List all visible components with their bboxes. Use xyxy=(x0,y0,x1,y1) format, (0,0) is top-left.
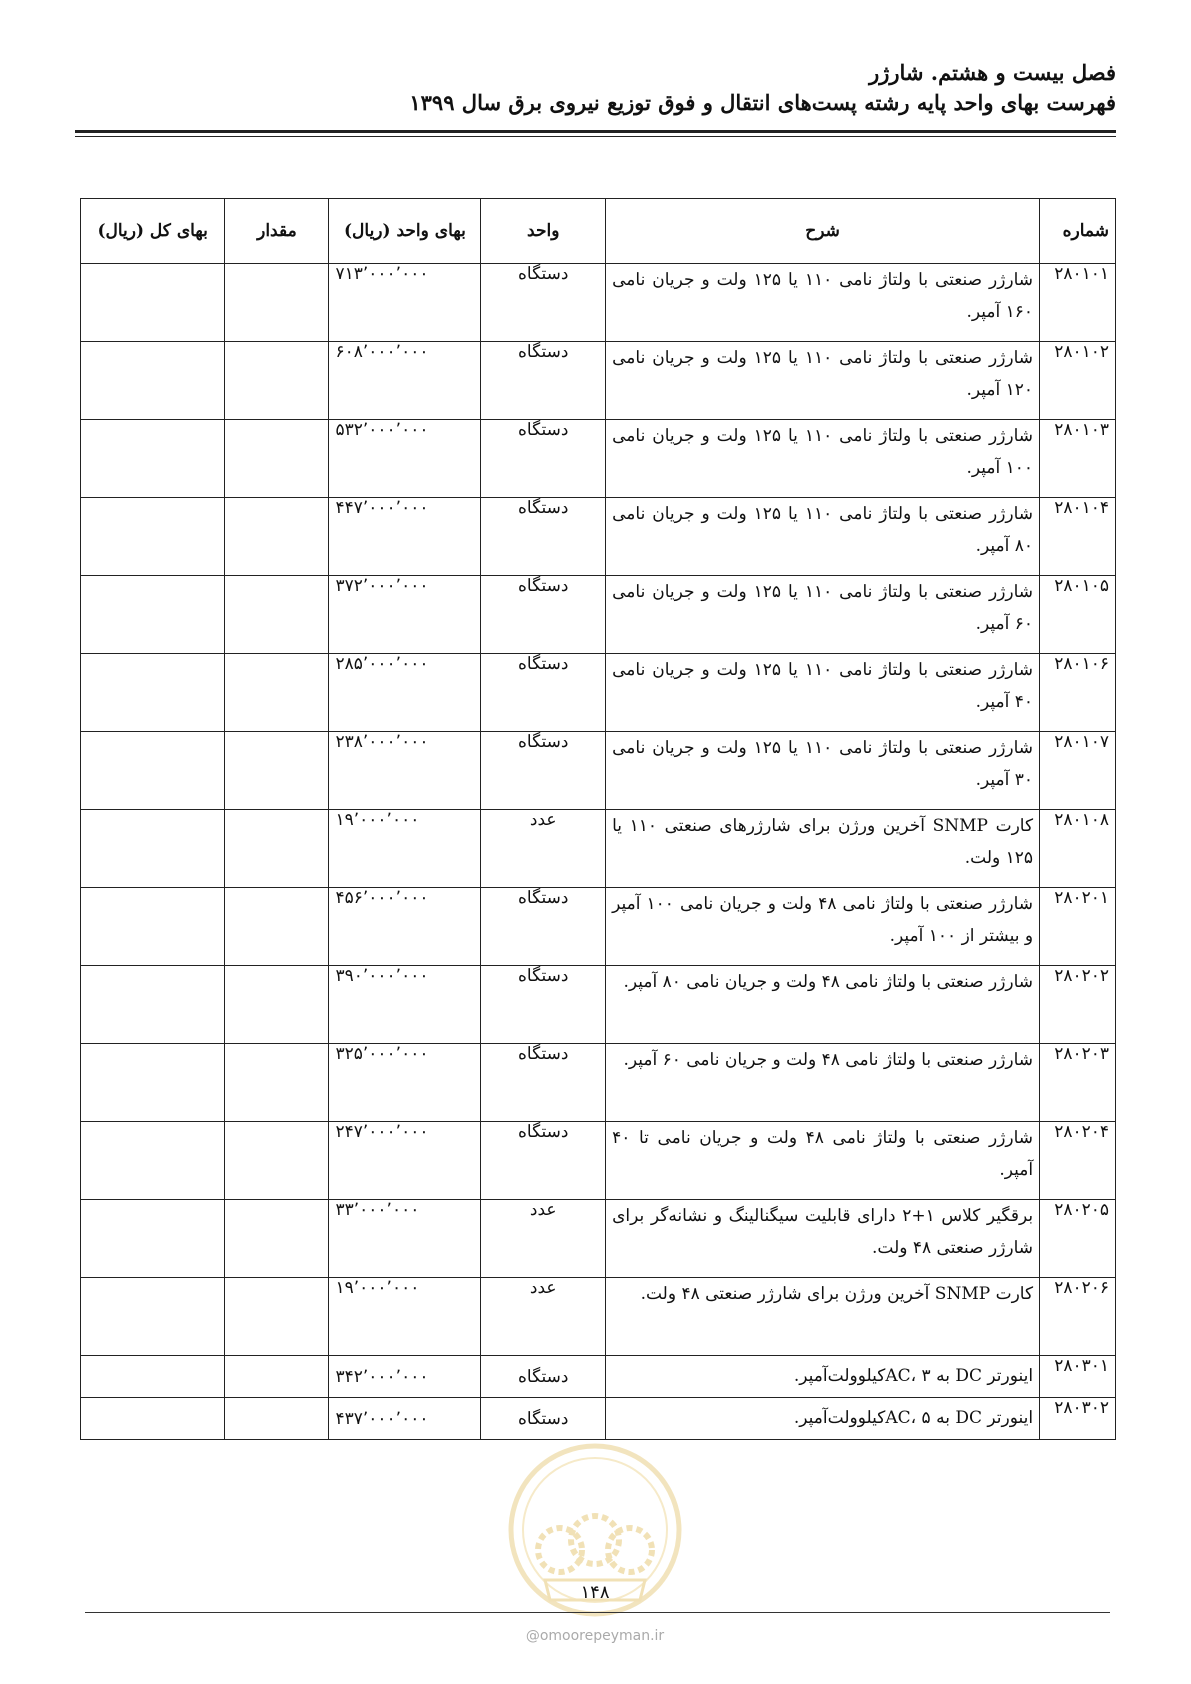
cell-description: شارژر صنعتی با ولتاژ نامی ۱۱۰ یا ۱۲۵ ولت و جریان نامی ۱۲۰ آمپر. xyxy=(606,342,1040,420)
cell-unit: دستگاه xyxy=(481,576,606,654)
cell-quantity xyxy=(225,654,329,732)
cell-unit: دستگاه xyxy=(481,1044,606,1122)
cell-number: ۲۸۰۱۰۷ xyxy=(1040,732,1116,810)
cell-number: ۲۸۰۲۰۶ xyxy=(1040,1278,1116,1356)
cell-total-price xyxy=(81,966,225,1044)
cell-unit-price: ۲۸۵٬۰۰۰٬۰۰۰ xyxy=(329,654,481,732)
cell-number: ۲۸۰۱۰۴ xyxy=(1040,498,1116,576)
cell-number: ۲۸۰۱۰۵ xyxy=(1040,576,1116,654)
cell-number: ۲۸۰۱۰۳ xyxy=(1040,420,1116,498)
cell-number: ۲۸۰۱۰۱ xyxy=(1040,264,1116,342)
cell-description: شارژر صنعتی با ولتاژ نامی ۱۱۰ یا ۱۲۵ ولت و جریان نامی ۱۶۰ آمپر. xyxy=(606,264,1040,342)
cell-unit-price: ۴۵۶٬۰۰۰٬۰۰۰ xyxy=(329,888,481,966)
cell-total-price xyxy=(81,576,225,654)
cell-total-price xyxy=(81,420,225,498)
cell-unit: دستگاه xyxy=(481,654,606,732)
cell-unit: دستگاه xyxy=(481,420,606,498)
table-row xyxy=(81,1044,1116,1122)
cell-quantity xyxy=(225,420,329,498)
cell-unit-price: ۳۹۰٬۰۰۰٬۰۰۰ xyxy=(329,966,481,1044)
col-header-total-price: بهای کل (ریال) xyxy=(81,199,225,264)
cell-unit: دستگاه xyxy=(481,732,606,810)
cell-description: کارت SNMP آخرین ورژن برای شارژر صنعتی ۴۸ ولت. xyxy=(606,1278,1040,1356)
table-row xyxy=(81,810,1116,888)
cell-unit-price: ۵۳۲٬۰۰۰٬۰۰۰ xyxy=(329,420,481,498)
cell-quantity xyxy=(225,1398,329,1440)
cell-total-price xyxy=(81,342,225,420)
table-row xyxy=(81,264,1116,342)
cell-number: ۲۸۰۱۰۲ xyxy=(1040,342,1116,420)
cell-total-price xyxy=(81,498,225,576)
table-row xyxy=(81,732,1116,810)
header-rule-thick xyxy=(75,130,1116,133)
table-row xyxy=(81,1200,1116,1278)
cell-quantity xyxy=(225,1356,329,1398)
cell-unit-price: ۳۳٬۰۰۰٬۰۰۰ xyxy=(329,1200,481,1278)
cell-quantity xyxy=(225,1200,329,1278)
table-row xyxy=(81,1122,1116,1200)
table-row xyxy=(81,888,1116,966)
cell-description: کارت SNMP آخرین ورژن برای شارژرهای صنعتی ۱۱۰ یا ۱۲۵ ولت. xyxy=(606,810,1040,888)
cell-unit: دستگاه xyxy=(481,1398,606,1440)
cell-number: ۲۸۰۳۰۱ xyxy=(1040,1356,1116,1398)
cell-description: شارژر صنعتی با ولتاژ نامی ۱۱۰ یا ۱۲۵ ولت و جریان نامی ۱۰۰ آمپر. xyxy=(606,420,1040,498)
cell-description: شارژر صنعتی با ولتاژ نامی ۴۸ ولت و جریان نامی ۸۰ آمپر. xyxy=(606,966,1040,1044)
col-header-description: شرح xyxy=(606,199,1040,264)
cell-quantity xyxy=(225,576,329,654)
page-number: ۱۴۸ xyxy=(580,1582,610,1603)
cell-description: شارژر صنعتی با ولتاژ نامی ۴۸ ولت و جریان نامی ۶۰ آمپر. xyxy=(606,1044,1040,1122)
col-header-unit: واحد xyxy=(481,199,606,264)
header-rule-thin xyxy=(75,136,1116,137)
cell-unit: دستگاه xyxy=(481,498,606,576)
table-row xyxy=(81,966,1116,1044)
cell-total-price xyxy=(81,1200,225,1278)
cell-description: شارژر صنعتی با ولتاژ نامی ۱۱۰ یا ۱۲۵ ولت و جریان نامی ۴۰ آمپر. xyxy=(606,654,1040,732)
cell-number: ۲۸۰۲۰۳ xyxy=(1040,1044,1116,1122)
cell-quantity xyxy=(225,732,329,810)
cell-total-price xyxy=(81,1044,225,1122)
cell-number: ۲۸۰۳۰۲ xyxy=(1040,1398,1116,1440)
footer-rule xyxy=(85,1612,1110,1613)
cell-unit-price: ۲۳۸٬۰۰۰٬۰۰۰ xyxy=(329,732,481,810)
cell-unit-price: ۴۴۷٬۰۰۰٬۰۰۰ xyxy=(329,498,481,576)
cell-unit-price: ۴۳۷٬۰۰۰٬۰۰۰ xyxy=(329,1398,481,1440)
cell-unit-price: ۷۱۳٬۰۰۰٬۰۰۰ xyxy=(329,264,481,342)
cell-quantity xyxy=(225,498,329,576)
cell-unit-price: ۳۲۵٬۰۰۰٬۰۰۰ xyxy=(329,1044,481,1122)
cell-description: شارژر صنعتی با ولتاژ نامی ۴۸ ولت و جریان نامی ۱۰۰ آمپر و بیشتر از ۱۰۰ آمپر. xyxy=(606,888,1040,966)
table-row xyxy=(81,498,1116,576)
cell-number: ۲۸۰۲۰۵ xyxy=(1040,1200,1116,1278)
cell-quantity xyxy=(225,1278,329,1356)
cell-unit: دستگاه xyxy=(481,1356,606,1398)
cell-quantity xyxy=(225,810,329,888)
cell-unit: دستگاه xyxy=(481,1122,606,1200)
cell-total-price xyxy=(81,1122,225,1200)
cell-total-price xyxy=(81,264,225,342)
table-row xyxy=(81,654,1116,732)
cell-unit-price: ۶۰۸٬۰۰۰٬۰۰۰ xyxy=(329,342,481,420)
cell-unit: عدد xyxy=(481,810,606,888)
cell-description: اینورتر DC به AC، ۳کیلوولت‌آمپر. xyxy=(606,1356,1040,1398)
cell-total-price xyxy=(81,810,225,888)
cell-quantity xyxy=(225,342,329,420)
cell-unit-price: ۲۴۷٬۰۰۰٬۰۰۰ xyxy=(329,1122,481,1200)
cell-number: ۲۸۰۱۰۶ xyxy=(1040,654,1116,732)
cell-unit-price: ۳۷۲٬۰۰۰٬۰۰۰ xyxy=(329,576,481,654)
col-header-quantity: مقدار xyxy=(225,199,329,264)
cell-total-price xyxy=(81,1278,225,1356)
cell-description: شارژر صنعتی با ولتاژ نامی ۴۸ ولت و جریان نامی تا ۴۰ آمپر. xyxy=(606,1122,1040,1200)
table-row xyxy=(81,420,1116,498)
table-row xyxy=(81,576,1116,654)
cell-unit-price: ۱۹٬۰۰۰٬۰۰۰ xyxy=(329,1278,481,1356)
cell-quantity xyxy=(225,966,329,1044)
chapter-title: فصل بیست و هشتم. شارژر xyxy=(869,60,1116,85)
table-header-row xyxy=(81,199,1116,264)
cell-quantity xyxy=(225,888,329,966)
cell-total-price xyxy=(81,654,225,732)
cell-number: ۲۸۰۲۰۱ xyxy=(1040,888,1116,966)
cell-quantity xyxy=(225,1122,329,1200)
col-header-number: شماره xyxy=(1040,199,1116,264)
cell-unit: دستگاه xyxy=(481,342,606,420)
cell-unit: عدد xyxy=(481,1200,606,1278)
cell-description: شارژر صنعتی با ولتاژ نامی ۱۱۰ یا ۱۲۵ ولت و جریان نامی ۳۰ آمپر. xyxy=(606,732,1040,810)
cell-quantity xyxy=(225,264,329,342)
cell-unit-price: ۳۴۲٬۰۰۰٬۰۰۰ xyxy=(329,1356,481,1398)
cell-description: شارژر صنعتی با ولتاژ نامی ۱۱۰ یا ۱۲۵ ولت و جریان نامی ۶۰ آمپر. xyxy=(606,576,1040,654)
website-watermark: @omoorepeyman.ir xyxy=(525,1628,665,1644)
price-table xyxy=(80,198,1116,1440)
table-row xyxy=(81,342,1116,420)
table-row xyxy=(81,1278,1116,1356)
cell-total-price xyxy=(81,732,225,810)
cell-description: برقگیر کلاس ۱+۲ دارای قابلیت سیگنالینگ و نشانه‌گر برای شارژر صنعتی ۴۸ ولت. xyxy=(606,1200,1040,1278)
page-header xyxy=(75,58,1116,118)
cell-description: شارژر صنعتی با ولتاژ نامی ۱۱۰ یا ۱۲۵ ولت و جریان نامی ۸۰ آمپر. xyxy=(606,498,1040,576)
table-body xyxy=(81,264,1116,1440)
cell-total-price xyxy=(81,888,225,966)
cell-number: ۲۸۰۲۰۴ xyxy=(1040,1122,1116,1200)
table-row xyxy=(81,1398,1116,1440)
cell-unit: دستگاه xyxy=(481,966,606,1044)
cell-quantity xyxy=(225,1044,329,1122)
cell-number: ۲۸۰۲۰۲ xyxy=(1040,966,1116,1044)
cell-unit: عدد xyxy=(481,1278,606,1356)
cell-unit-price: ۱۹٬۰۰۰٬۰۰۰ xyxy=(329,810,481,888)
cell-total-price xyxy=(81,1356,225,1398)
cell-unit: دستگاه xyxy=(481,888,606,966)
document-title: فهرست بهای واحد پایه رشته پست‌های انتقال و فوق توزیع نیروی برق سال ۱۳۹۹ xyxy=(409,90,1116,115)
cell-total-price xyxy=(81,1398,225,1440)
col-header-unit-price: بهای واحد (ریال) xyxy=(329,199,481,264)
cell-number: ۲۸۰۱۰۸ xyxy=(1040,810,1116,888)
table-row xyxy=(81,1356,1116,1398)
cell-description: اینورتر DC به AC، ۵کیلوولت‌آمپر. xyxy=(606,1398,1040,1440)
cell-unit: دستگاه xyxy=(481,264,606,342)
